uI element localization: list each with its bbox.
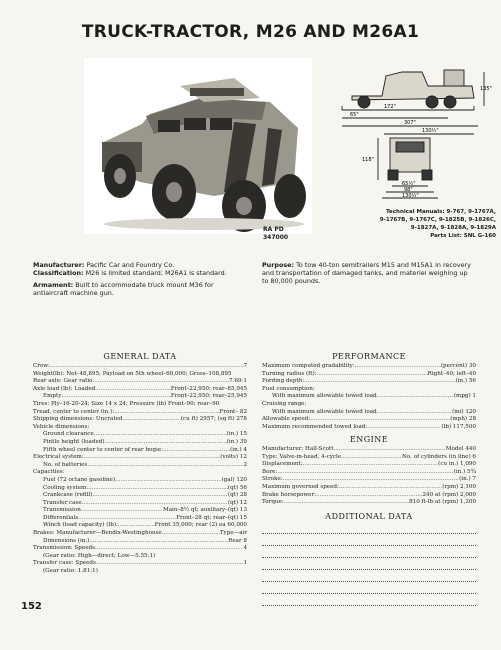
row-value: (in.) 5¾ [453,468,476,475]
general-data-row [33,507,247,515]
page-title: TRUCK-TRACTOR, M26 AND M26A1 [81,22,420,42]
general-data-row [33,568,247,576]
general-data-row [33,522,247,530]
row-value: (qt) 56 [227,484,247,491]
front-view-drawing [360,134,460,204]
manufacturer-label: Manufacturer: [33,261,85,269]
row-label: Maximum recommended towed load: [262,423,368,430]
dim-label-135: 135" [480,86,492,92]
dim-label-65-5: 65½" [402,181,416,187]
dim-label-65: 65" [350,112,359,118]
row-label: (Gear ratio: High—direct; Low—5.55:1) [43,552,156,559]
general-data-row [33,378,247,386]
blank-line [262,560,476,570]
dim-label-307: 307" [404,120,416,126]
row-label: Cooling system [43,484,87,491]
row-value: (lb) 117,500 [441,423,476,430]
leader-dots [277,469,453,477]
additional-data-lines [262,524,476,608]
manufacturer-paragraph [33,261,245,269]
general-data-row [33,447,247,455]
general-data-row [33,538,247,546]
performance-row [262,371,476,379]
row-label: Fording depth: [262,378,305,385]
row-value: (mpg) 1 [453,393,476,400]
row-label: (Gear ratio: 1.81:1) [43,568,98,575]
leader-dots [317,371,428,379]
row-value: 7.69:1 [229,378,247,385]
row-label: Maximum computed gradability: [262,363,355,369]
row-label: Brake horsepower: [262,491,317,498]
row-label: Dimensions (in.) [43,537,90,544]
row-value: 240 at (rpm) 2,000 [422,491,476,498]
leader-dots [87,462,243,470]
row-label: Transfer case [43,499,82,506]
manufacturer-value: Pacific Car and Foundry Co. [86,261,175,269]
row-value: (cu ft) 2957; (sq ft) 278 [180,416,247,423]
row-label: Vehicle dimensions: [33,423,90,430]
row-value: (mi) 120 [452,408,476,415]
row-value: Main–8½ qt; auxiliary–(qt) 13 [162,507,247,514]
performance-row [262,409,476,417]
row-value: 810 ft-lb at (rpm) 1,200 [409,499,476,506]
photo-caption-line1: RA PD [263,226,284,233]
general-data-row [33,386,247,394]
general-data-row [33,424,247,432]
general-data-row [33,462,247,470]
row-value: (gal) 120 [221,476,247,483]
row-label: Shipping dimensions: Uncrated [33,416,123,423]
row-label: Empty [43,393,62,400]
classification-paragraph [33,269,245,277]
additional-data-heading: ADDITIONAL DATA [325,512,413,521]
row-value: (mph) 28 [450,416,476,423]
row-label: Electrical system: [33,454,84,461]
row-label: Capacities: [33,469,65,476]
row-value: (in.) 4 [230,446,247,453]
leader-dots [95,545,243,553]
photo-caption-line2: 347000 [263,234,289,241]
vehicle-photo [84,58,312,234]
engine-table [262,446,476,507]
general-data-row [33,530,247,538]
leader-dots [115,477,221,485]
leader-dots [367,424,441,432]
leader-dots [92,492,228,500]
blank-line [262,584,476,594]
row-value: 7 [243,363,247,369]
classification-value: M26 is limited standard; M26A1 is standard. [85,269,227,277]
general-data-row [33,401,247,409]
general-data-heading: GENERAL DATA [103,352,177,361]
row-label: Transmission: Speeds [33,545,95,552]
leader-dots [50,363,244,371]
leader-dots [93,378,230,386]
leader-dots [339,484,442,492]
row-value: (qt) 12 [227,499,247,506]
leader-dots [163,447,230,455]
row-label: Crew: [33,363,50,369]
purpose-value: To tow 40-ton semitrailers M15 and M15A1 in recovery and transportation of damaged tanks, and materiel weighing up to 80,000 pounds. [262,261,471,285]
manuals-line: 9-1827A, 9-1828A, 9-1829A [410,225,496,231]
page-number: 152 [21,601,42,612]
row-value: Model 440 [445,446,476,452]
general-data-row [33,431,247,439]
manuals-line: Technical Manuals: 9-767, 9-1767A, [386,209,496,215]
leader-dots [303,461,439,469]
engine-row [262,484,476,492]
row-label: Brakes: Manufacturer—Bendix-Westinghouse [33,530,162,537]
armament-label: Armament: [33,281,74,289]
general-data-row [33,553,247,561]
row-label: Manufacturer: Hall-Scott [262,446,334,452]
row-value: (in.) 15 [226,431,247,438]
performance-row [262,393,476,401]
leader-dots [310,416,450,424]
engine-row [262,499,476,507]
general-data-row [33,439,247,447]
performance-row [262,424,476,432]
row-label: Displacement: [262,461,303,468]
row-value: Front 35,000; rear (2) ea 60,000 [154,522,247,529]
row-label: With maximum allowable towed load [272,408,377,415]
leader-dots [377,409,452,417]
blank-line [262,596,476,606]
leader-dots [89,538,228,546]
leader-dots [61,393,170,401]
photo-caption [263,226,288,242]
armament-value: Built to accommodate truck mount M36 for antiaircraft machine gun. [33,281,214,297]
row-value: 4 [243,545,247,552]
general-data-row [33,371,247,379]
performance-row [262,378,476,386]
performance-table [262,363,476,431]
performance-row [262,401,476,409]
row-value: Front–22,950; rear–85,945 [170,385,247,392]
engine-row [262,446,476,454]
row-label: With maximum allowable towed load [272,393,377,400]
performance-row [262,416,476,424]
classification-label: Classification: [33,269,84,277]
row-value: 1 [243,560,247,567]
general-data-row [33,363,247,371]
row-label: Fifth wheel center to center of rear bogie: [43,446,163,453]
row-value: (rpm) 2,100 [442,483,476,490]
general-data-row [33,393,247,401]
blank-line [262,536,476,546]
leader-dots [105,439,227,447]
blank-line [262,524,476,534]
dim-label-172: 172" [384,104,396,110]
general-data-row [33,454,247,462]
leader-dots [116,522,155,530]
armament-paragraph [33,281,245,297]
row-value: (in.) 7 [459,476,476,483]
row-label: Crankcase (refill) [43,492,93,499]
row-label: Differentials [43,514,79,521]
row-label: Winch (load capacity) (lb) [43,522,116,529]
leader-dots [96,560,244,568]
row-label: Transmission [43,507,81,514]
row-value: (qt) 28 [227,492,247,499]
row-label: Cruising range: [262,400,307,407]
performance-heading: PERFORMANCE [332,352,406,361]
row-label: Fuel (72 octane gasoline) [43,476,116,483]
row-label: Weight(lb): Net–48,895; Payload on 5th wheel–60,000; Gross–108,895 [33,370,232,377]
dim-label-130-5: 130½" [402,193,419,199]
blank-line [262,572,476,582]
row-label: No. of batteries [43,461,88,468]
row-value: 2 [243,461,247,468]
leader-dots [84,454,221,462]
row-label: Stroke: [262,476,283,483]
general-data-row [33,492,247,500]
row-label: Rear axle: Gear ratio [33,378,93,385]
leader-dots [316,492,422,500]
row-label: Torque: [262,499,284,506]
leader-dots [377,393,454,401]
row-label: Transfer case: Speeds [33,560,96,567]
leader-dots [94,431,227,439]
engine-row [262,469,476,477]
side-view-drawing [324,60,494,138]
row-value: (in.) 39 [226,438,247,445]
row-value: Right–40; left–40 [427,370,476,377]
leader-dots [95,386,171,394]
row-value: Type—air [219,530,247,537]
leader-dots [284,499,409,507]
row-value: (cu in.) 1,090 [438,461,476,468]
engine-heading: ENGINE [349,435,389,444]
leader-dots [334,446,446,454]
general-data-row [33,485,247,493]
row-label: Tires: Ply–16-20-24; Size 14 x 24; Pressure (lb) Front–90; rear–90 [33,400,220,407]
technical-manuals [336,208,496,240]
row-value: Front–22,950; rear–25,945 [170,393,247,400]
engine-row [262,476,476,484]
intro-left [33,261,245,297]
row-value: No. of cylinders (in line) 6 [402,453,476,460]
row-label: Maximum governed speed: [262,483,339,490]
leader-dots [283,476,459,484]
general-data-row [33,469,247,477]
row-label: Allowable speed: [262,416,311,423]
row-label: Fuel consumption: [262,385,315,392]
row-value: (in.) 56 [455,378,476,385]
general-data-table [33,363,247,576]
performance-row [262,386,476,394]
leader-dots [122,416,180,424]
row-value: (volts) 12 [220,454,247,461]
blank-line [262,548,476,558]
parts-list-line: Parts List: SNL G-160 [430,233,496,239]
row-value: Front– 82 [219,408,247,415]
engine-row [262,461,476,469]
row-value: Front–28 qt; rear–(qt) 15 [176,514,247,521]
leader-dots [355,363,441,371]
dim-label-98: 98" [404,187,413,193]
general-data-row [33,416,247,424]
row-label: Axle load (lb): Loaded [33,385,96,392]
general-data-row [33,560,247,568]
performance-row [262,363,476,371]
row-label: Tread, center to center (in.): [33,408,115,415]
leader-dots [81,507,163,515]
row-label: Type: Valve-in-head, 4-cycle [262,453,342,460]
general-data-row [33,545,247,553]
row-label: Turning radius (ft): [262,370,317,377]
intro-right [262,261,472,285]
row-value: Rear 8 [228,537,247,544]
row-value: (percent) 30 [440,363,476,369]
leader-dots [162,530,220,538]
general-data-row [33,477,247,485]
dim-label-130: 130½" [422,128,439,134]
purpose-label: Purpose: [262,261,295,269]
leader-dots [341,454,402,462]
dim-label-118: 118" [362,157,374,163]
leader-dots [304,378,455,386]
row-label: Pintle height (loaded) [43,438,105,445]
row-label: Ground clearance [43,431,94,438]
leader-dots [86,485,228,493]
row-label: Bore: [262,468,278,475]
manuals-line: 9-1767B, 9-1767C, 9-1825B, 9-1826C, [379,217,496,223]
